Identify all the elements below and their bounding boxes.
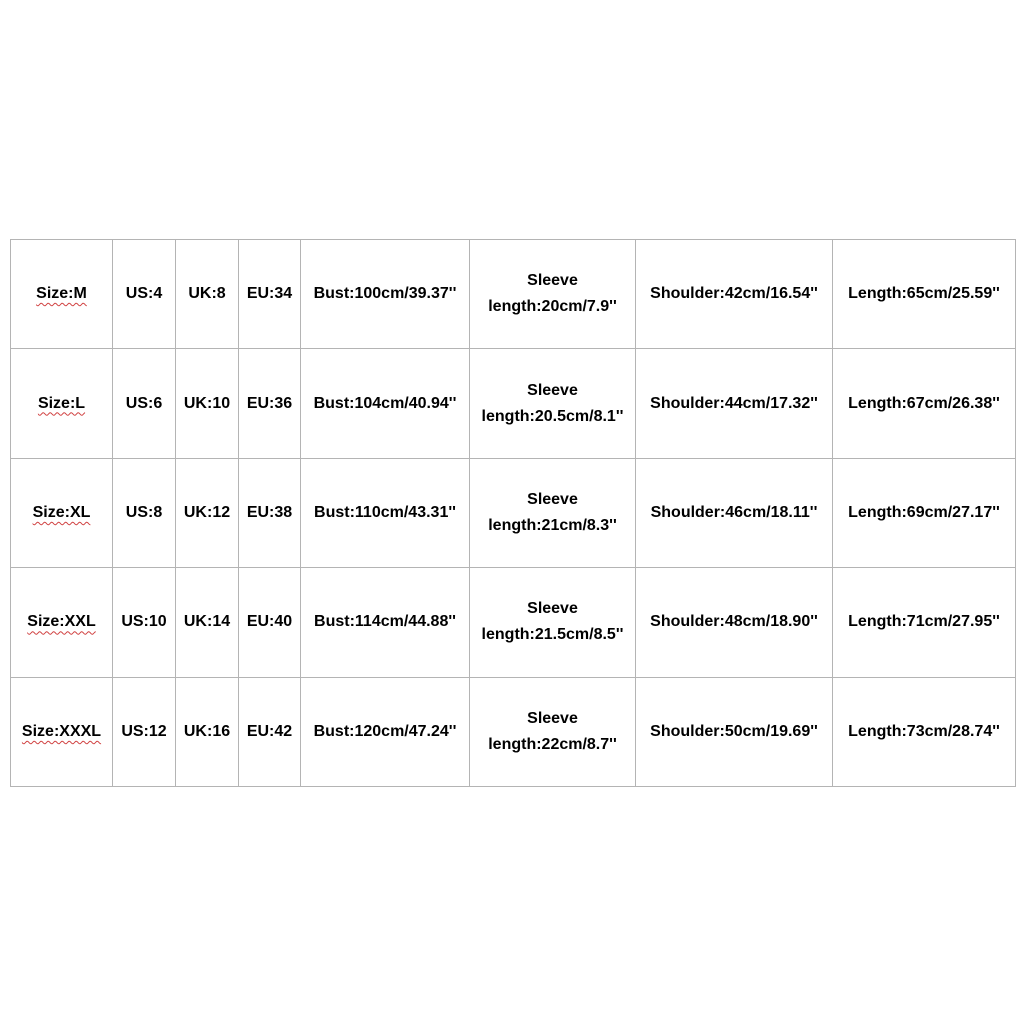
sleeve-label: Sleeve <box>527 381 578 399</box>
length-cell: Length:65cm/25.59'' <box>833 240 1016 349</box>
size-cell <box>11 240 113 349</box>
eu-size-cell: EU:34 <box>239 240 301 349</box>
sleeve-label: Sleeve <box>527 709 578 727</box>
uk-size-cell: UK:12 <box>176 458 239 567</box>
sleeve-label: Sleeve <box>527 272 578 290</box>
sleeve-length-cell <box>470 677 636 786</box>
shoulder-cell: Shoulder:46cm/18.11'' <box>636 458 833 567</box>
size-cell <box>11 349 113 458</box>
length-cell: Length:73cm/28.74'' <box>833 677 1016 786</box>
length-cell: Length:71cm/27.95'' <box>833 568 1016 677</box>
sleeve-value: length:20.5cm/8.1'' <box>481 407 624 425</box>
bust-cell: Bust:104cm/40.94'' <box>301 349 470 458</box>
uk-size-cell: UK:10 <box>176 349 239 458</box>
size-cell <box>11 458 113 567</box>
length-cell: Length:69cm/27.17'' <box>833 458 1016 567</box>
shoulder-cell: Shoulder:48cm/18.90'' <box>636 568 833 677</box>
eu-size-cell: EU:42 <box>239 677 301 786</box>
bust-cell: Bust:100cm/39.37'' <box>301 240 470 349</box>
us-size-cell: US:4 <box>113 240 176 349</box>
eu-size-cell: EU:40 <box>239 568 301 677</box>
size-row-xl <box>11 458 1016 567</box>
us-size-cell: US:12 <box>113 677 176 786</box>
size-label: Size:XXL <box>27 613 96 631</box>
length-cell: Length:67cm/26.38'' <box>833 349 1016 458</box>
eu-size-cell: EU:38 <box>239 458 301 567</box>
bust-cell: Bust:110cm/43.31'' <box>301 458 470 567</box>
size-chart-table <box>10 239 1016 787</box>
sleeve-length-cell <box>470 568 636 677</box>
sleeve-value: length:22cm/8.7'' <box>488 735 617 753</box>
sleeve-label: Sleeve <box>527 600 578 618</box>
size-label: Size:M <box>36 285 87 303</box>
shoulder-cell: Shoulder:42cm/16.54'' <box>636 240 833 349</box>
size-row-l <box>11 349 1016 458</box>
size-label: Size:XL <box>32 503 91 521</box>
bust-cell: Bust:114cm/44.88'' <box>301 568 470 677</box>
sleeve-value: length:21.5cm/8.5'' <box>481 626 624 644</box>
shoulder-cell: Shoulder:44cm/17.32'' <box>636 349 833 458</box>
us-size-cell: US:8 <box>113 458 176 567</box>
size-row-xxxl <box>11 677 1016 786</box>
size-row-m <box>11 240 1016 349</box>
us-size-cell: US:10 <box>113 568 176 677</box>
size-label: Size:L <box>37 394 86 412</box>
sleeve-length-cell <box>470 349 636 458</box>
sleeve-value: length:20cm/7.9'' <box>488 298 617 316</box>
shoulder-cell: Shoulder:50cm/19.69'' <box>636 677 833 786</box>
bust-cell: Bust:120cm/47.24'' <box>301 677 470 786</box>
eu-size-cell: EU:36 <box>239 349 301 458</box>
uk-size-cell: UK:8 <box>176 240 239 349</box>
sleeve-length-cell <box>470 240 636 349</box>
us-size-cell: US:6 <box>113 349 176 458</box>
size-label: Size:XXXL <box>21 722 102 740</box>
sleeve-value: length:21cm/8.3'' <box>488 516 617 534</box>
uk-size-cell: UK:14 <box>176 568 239 677</box>
sleeve-length-cell <box>470 458 636 567</box>
size-row-xxl <box>11 568 1016 677</box>
sleeve-label: Sleeve <box>527 490 578 508</box>
size-cell <box>11 568 113 677</box>
uk-size-cell: UK:16 <box>176 677 239 786</box>
size-cell <box>11 677 113 786</box>
